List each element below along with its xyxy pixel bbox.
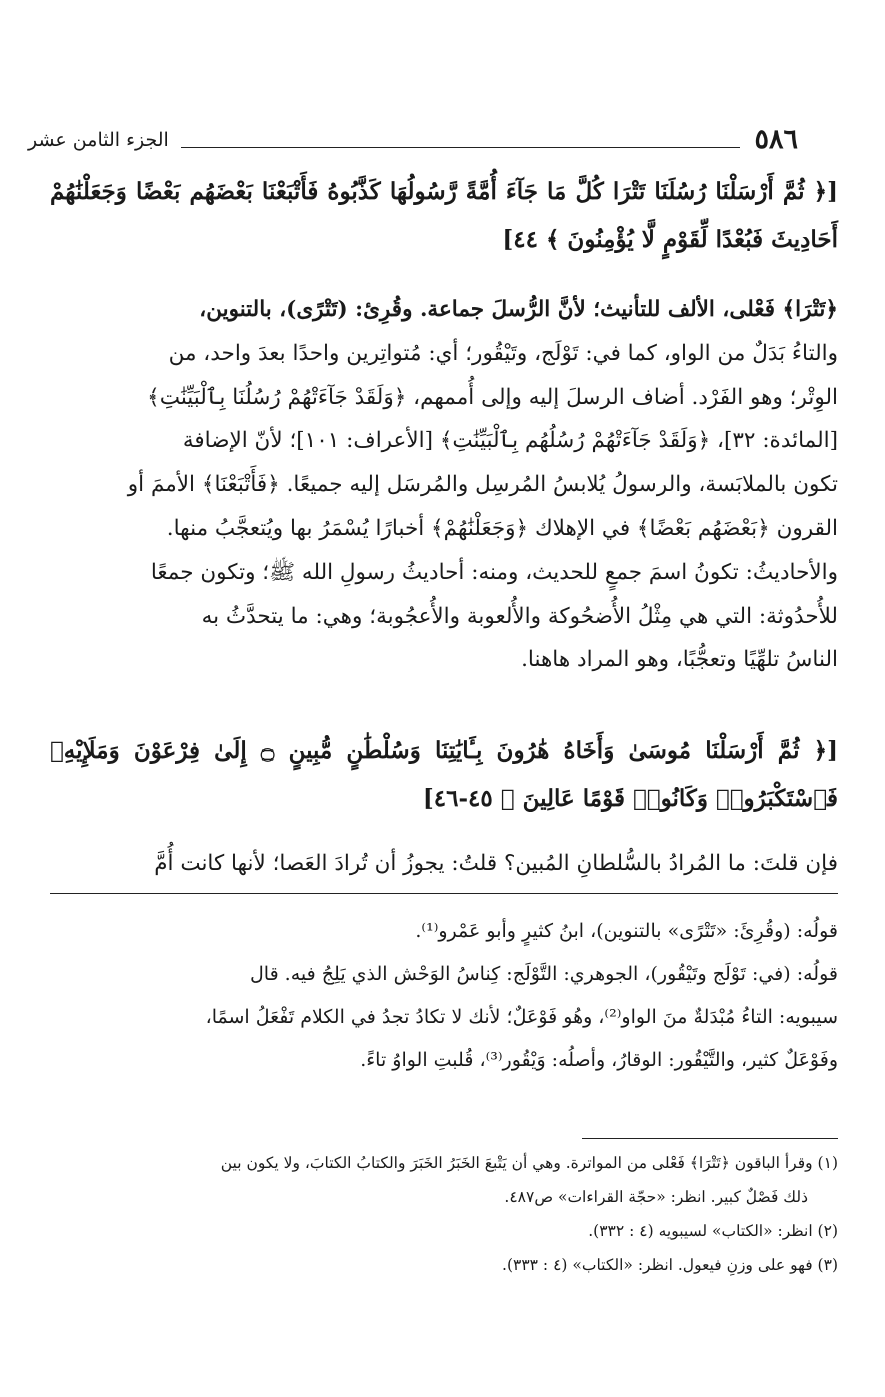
commentary-line: سيبويه: التاءُ مُبْدَلةٌ منَ الواو⁽²⁾، وهُو فَوْعَلٌ؛ لأنك لا تكادُ تجدُ في الكلام تَفْعَلُ اسمًا، [205,1006,838,1028]
quran-verse-44 [50,168,838,264]
tafsir-line: تكون بالملابَسة، والرسولُ يُلابسُ المُرسِل والمُرسَل إليه جميعًا. ﴿فَأَتْبَعْنَا﴾ الأممَ أو [127,472,838,498]
tafsir-section-2 [50,842,838,886]
verse-text: [﴿ ثُمَّ أَرْسَلْنَا رُسُلَنَا تَتْرَا كُلَّ مَا جَآءَ أُمَّةً رَّسُولُهَا كَذَّبُوهُ فَأَتْبَعْنَا بَعْضَهُم بَعْضًا وَجَعَلْنَٰهُمْ أَحَادِيثَ فَبُعْدًا لِّقَوْمٍ لَّا يُؤْمِنُونَ ﴾ ٤٤] [50,178,838,253]
verse-text: [﴿ ثُمَّ أَرْسَلْنَا مُوسَىٰ وَأَخَاهُ هَٰرُونَ بِـَٔايَٰتِنَا وَسُلْطَٰنٍ مُّبِينٍ ۝ إِلَىٰ فِرْعَوْنَ وَمَلَإِيْهِۦ فَٱسْتَكْبَرُوا۟ وَكَانُوا۟ قَوْمًا عَالِينَ ﴾ ٤٥-٤٦] [50,737,838,812]
page-header [28,118,798,158]
part-title: الجزء الثامن عشر [28,129,169,151]
tafsir-line: الوِتْر؛ وهو الفَرْد. أضاف الرسلَ إليه وإلى أُممهم، ﴿وَلَقَدْ جَآءَتْهُمْ رُسُلُنَا بِٱلْبَيِّنَٰتِ﴾ [147,384,838,410]
footnote-separator-rule [582,1138,838,1139]
tafsir-line: القرون ﴿بَعْضَهُم بَعْضًا﴾ في الإهلاك ﴿وَجَعَلْنَٰهُمْ﴾ أخبارًا يُسْمَرُ بها ويُتعجَّبُ منها. [166,515,838,541]
footnote-3: (٣) فهو على وزنِ فيعول. انظر: «الكتاب» (٤ : ٣٣٣). [502,1256,838,1274]
main-separator-rule [50,893,838,894]
footnote-1-continued: ذلك فَصْلٌ كبير. انظر: «حجّة القراءات» ص٤٨٧. [504,1188,808,1206]
page-number: ٥٨٦ [754,124,798,155]
commentary-line: قولُه: (في: تَوْلَج وتَيْقُور)، الجوهري: التَّوْلَج: كِناسُ الوَحْش الذي يَلِجُ فيه. قال [249,963,838,985]
tafsir-line: والتاءُ بَدَلٌ من الواو، كما في: تَوْلَج، وتَيْقُور؛ أي: مُتواتِرين واحدًا بعدَ واحد، من [168,340,838,366]
commentary-section [50,910,838,1082]
tafsir-line: فإن قلتَ: ما المُرادُ بالسُّلطانِ المُبين؟ قلتُ: يجوزُ أن تُرادَ العَصا؛ لأنها كانت أُمَّ [154,851,838,876]
header-rule [181,147,741,148]
tafsir-line: [المائدة: ٣٢]، ﴿وَلَقَدْ جَآءَتْهُمْ رُسُلُهُم بِٱلْبَيِّنَٰتِ﴾ [الأعراف: ١٠١]؛ لأنّ الإضافة [182,428,838,454]
footnote-2: (٢) انظر: «الكتاب» لسيبويه (٤ : ٣٣٢). [588,1222,838,1240]
tafsir-line: للأُحدُوثة: التي هي مِثْلُ الأُضحُوكة والأُلعوبة والأُعجُوبة؛ وهي: ما يتحدَّثُ به [201,603,838,629]
quran-verse-45-46 [50,727,838,823]
tafsir-section-1 [50,288,838,682]
footnote-1: (١) وقرأ الباقون ﴿تَتْرَا﴾ فَعْلى من المواترة. وهي أن يَتْبعَ الخَبَرُ الخَبَرَ والكتابُ الكتابَ، ولا يكون بين [220,1154,838,1172]
commentary-line: قولُه: (وقُرِئَ: «تَتْرًى» بالتنوين)، ابنُ كثيرٍ وأبو عَمْرو⁽¹⁾. [415,920,838,942]
footnotes [50,1146,838,1282]
tafsir-line: والأحاديثُ: تكونُ اسمَ جمعٍ للحديث، ومنه: أحاديثُ رسولِ الله ﷺ؛ وتكون جمعًا [150,559,838,585]
commentary-line: وفَوْعَلٌ كثير، والتَّيْقُور: الوقارُ، وأصلُه: وَيْقُور⁽³⁾، قُلبتِ الواوُ تاءً. [360,1049,838,1071]
tafsir-line: الناسُ تلهِّيًا وتعجُّبًا، وهو المراد هاهنا. [521,647,838,673]
tafsir-line: ﴿تَتْرَا﴾ فَعْلى، الألف للتأنيث؛ لأنَّ الرُّسلَ جماعة. وقُرِئ: (تَتْرًى)، بالتنوين، [199,297,838,322]
